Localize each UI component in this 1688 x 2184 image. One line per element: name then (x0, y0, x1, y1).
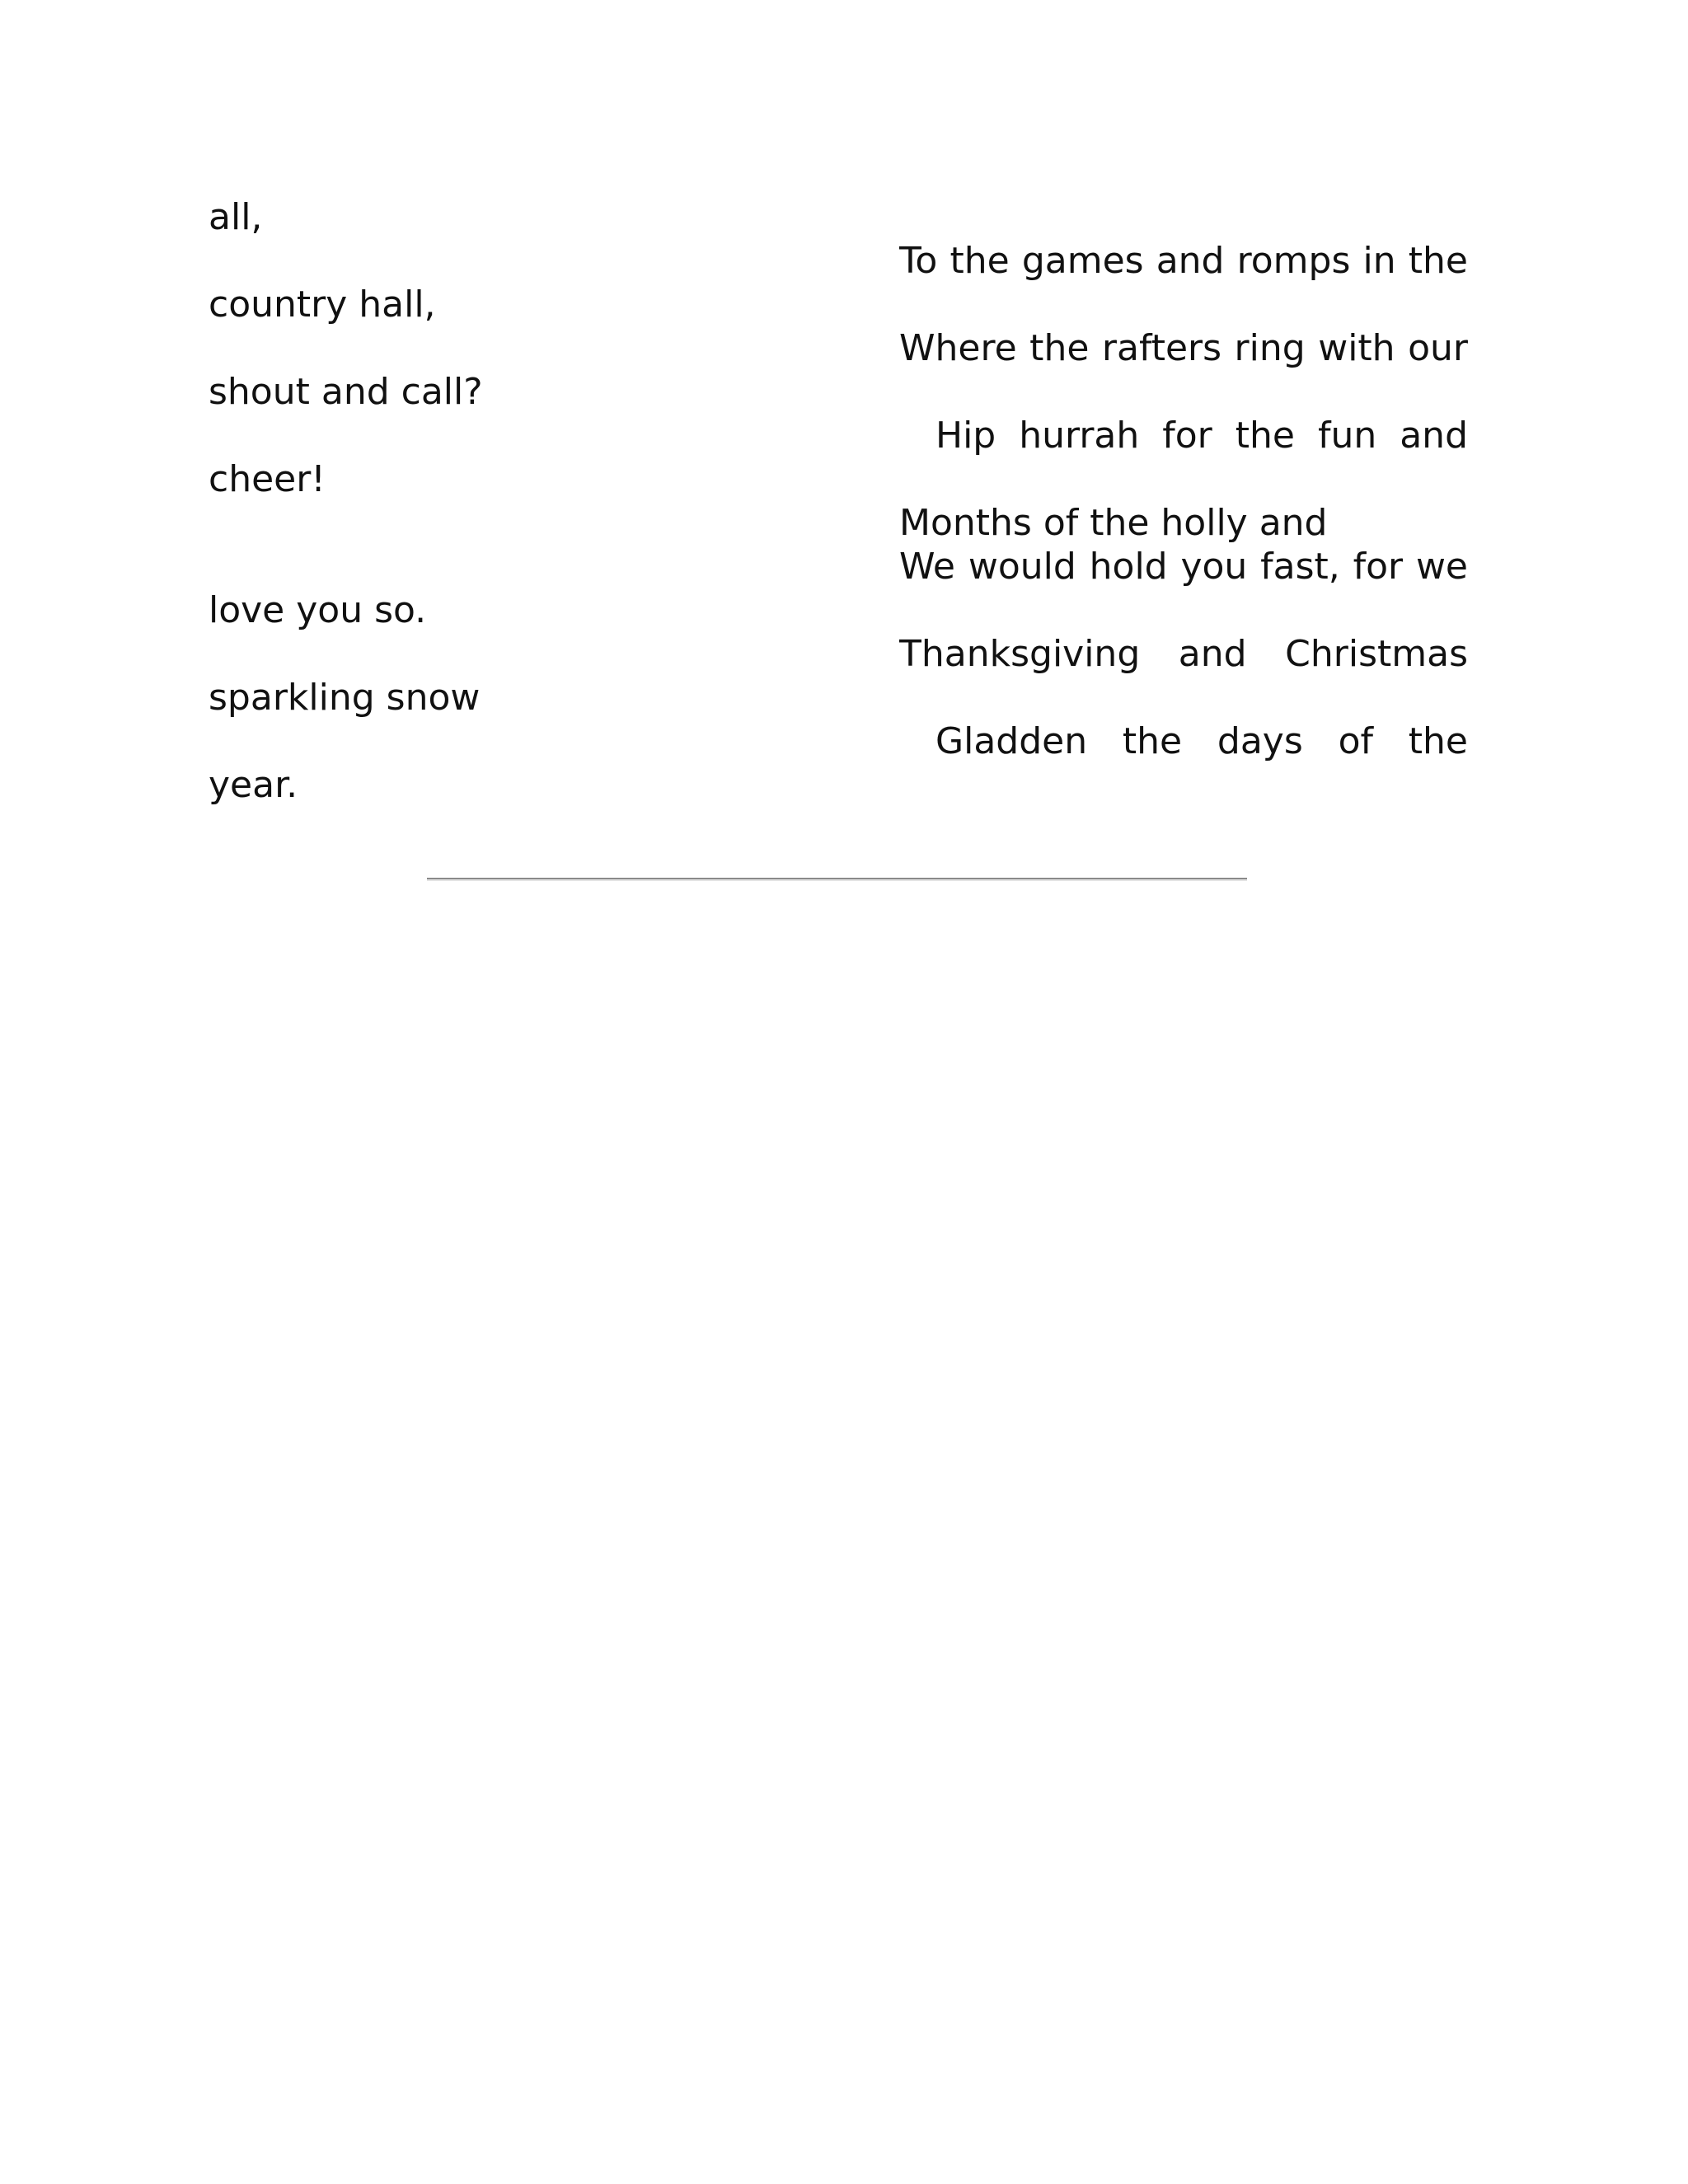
poem-line: Thanksgiving and Christmas (899, 633, 1468, 675)
horizontal-divider (427, 878, 1247, 881)
poem-line: all, (209, 196, 263, 238)
poem-line: Gladden the days of the (935, 720, 1468, 762)
poem-line: cheer! (209, 458, 326, 500)
poem-line: year. (209, 764, 298, 806)
poem-line: Where the rafters ring with our (899, 327, 1468, 369)
poem-line: We would hold you fast, for we (899, 546, 1468, 588)
poem-line: country hall, (209, 284, 436, 326)
poem-line: To the games and romps in the (899, 240, 1468, 282)
poem-line: Months of the holly and (899, 502, 1328, 544)
poem-line: sparkling snow (209, 677, 481, 719)
poem-line: Hip hurrah for the fun and (935, 415, 1468, 457)
poem-line: shout and call? (209, 371, 483, 413)
poem-line: love you so. (209, 589, 427, 631)
